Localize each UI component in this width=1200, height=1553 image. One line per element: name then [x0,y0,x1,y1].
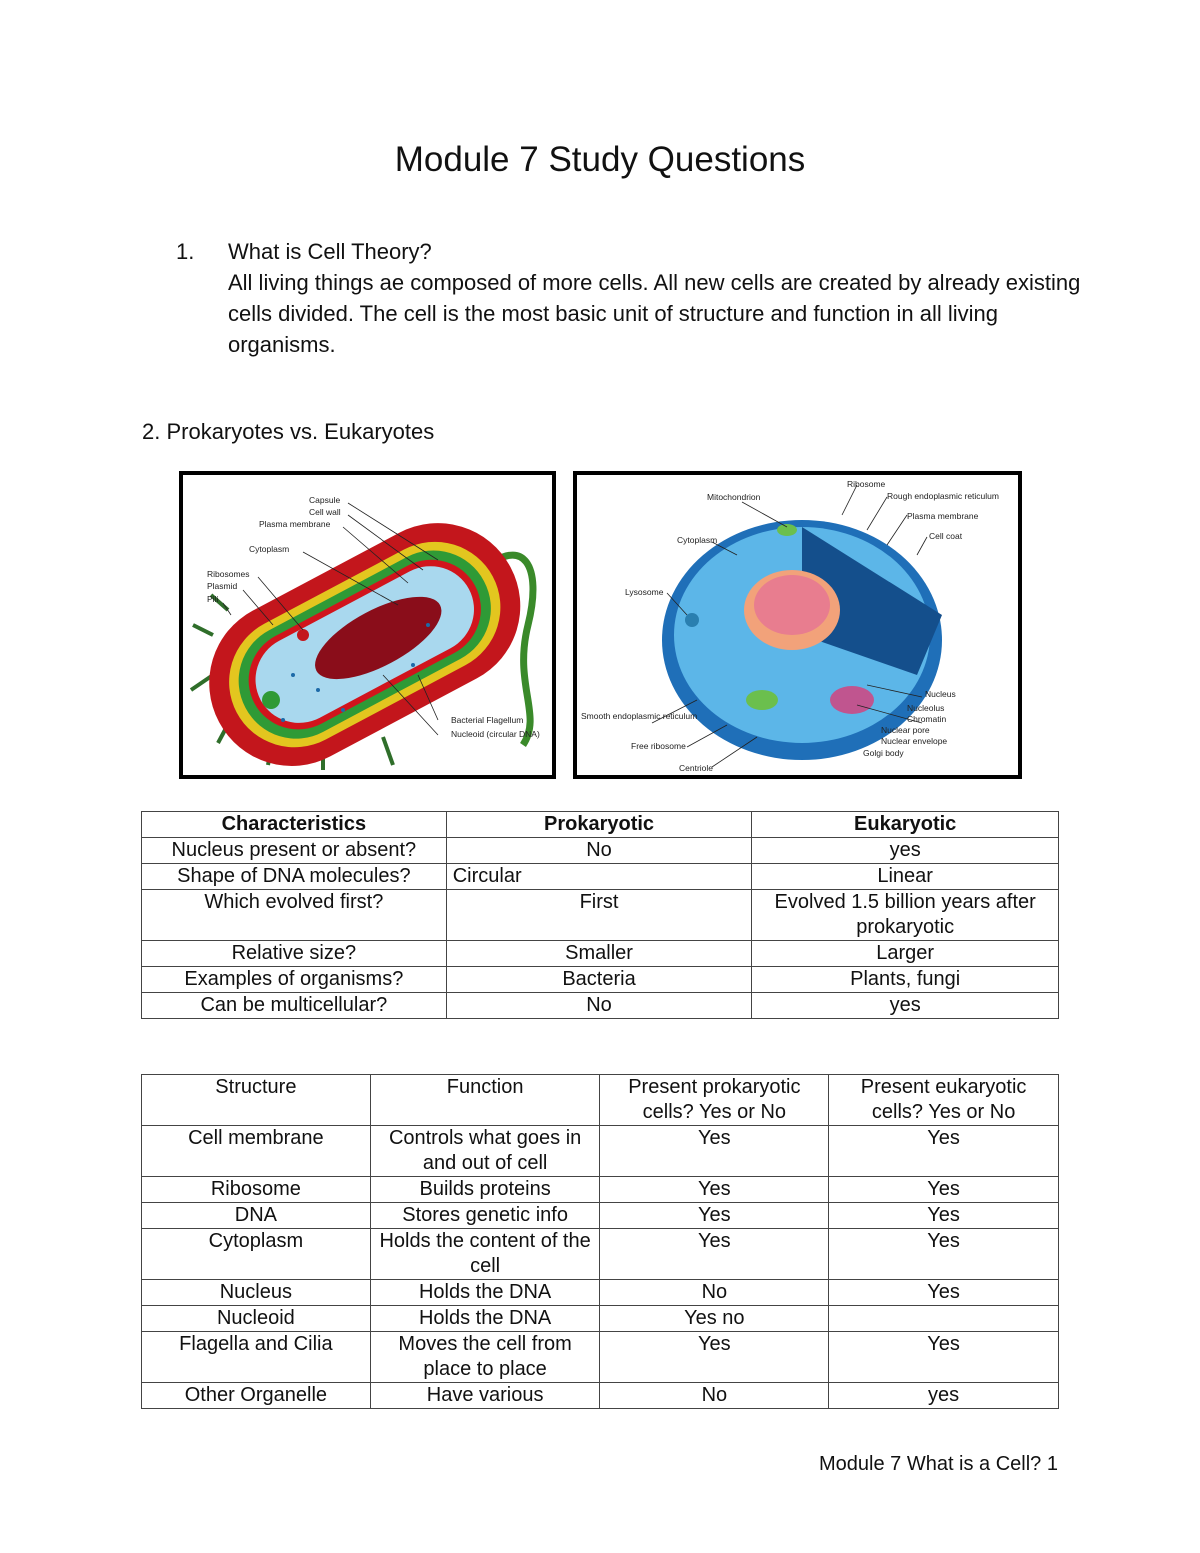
table-row [142,1383,1059,1409]
table-cell: Yes [829,1126,1059,1177]
prokaryote-label: Capsule [309,495,341,505]
prokaryote-label: Pili [207,594,219,604]
table-row [142,864,1059,890]
eukaryote-label: Ribosome [847,479,886,489]
table-cell: Larger [752,941,1059,967]
table-cell: Yes [829,1177,1059,1203]
eukaryote-label: Nucleolus [907,703,945,713]
eukaryote-label: Free ribosome [631,741,686,751]
table-cell: Holds the DNA [370,1306,600,1332]
table-header: Eukaryotic [752,812,1059,838]
prokaryote-label: Plasma membrane [259,519,331,529]
table-cell: Yes [600,1177,829,1203]
structure-table [141,1074,1059,1409]
table-cell: Smaller [446,941,752,967]
table-cell: First [446,890,752,941]
eukaryote-cell-figure [573,471,1022,779]
page-footer: Module 7 What is a Cell? 1 [818,1453,1058,1475]
table-cell: No [600,1280,829,1306]
table-cell [829,1306,1059,1332]
table-row [142,1126,1059,1177]
table-cell: Holds the DNA [370,1280,600,1306]
table-cell: Yes [829,1280,1059,1306]
eukaryote-label: Chromatin [907,714,947,724]
prokaryote-cell-illustration [183,475,552,775]
table-cell: Builds proteins [370,1177,600,1203]
table-row [142,1229,1059,1280]
table-cell: yes [752,993,1059,1019]
prokaryote-cell-figure [179,471,556,779]
table-row [142,890,1059,941]
table-cell: Yes [829,1332,1059,1383]
prokaryote-label: Nucleoid (circular DNA) [451,729,540,739]
question-1-text: What is Cell Theory? [228,239,432,264]
table-header: Characteristics [142,812,447,838]
table-cell: Controls what goes in and out of cell [370,1126,600,1177]
eukaryote-label: Nuclear envelope [881,736,948,746]
table-cell: Yes no [600,1306,829,1332]
prokaryote-label: Bacterial Flagellum [451,715,524,725]
table-row [142,967,1059,993]
eukaryote-label: Lysosome [625,587,664,597]
table-cell: Nucleoid [142,1306,371,1332]
table-cell: Have various [370,1383,600,1409]
question-1-answer: All living things ae composed of more cells. All new cells are created by already existing cells divided. The cell is the most basic unit of structure and function in all living organisms. [228,270,1081,357]
eukaryote-cell-illustration [577,475,1018,775]
table-header-row [142,812,1059,838]
eukaryote-label: Nuclear pore [881,725,930,735]
prokaryote-label: Cytoplasm [249,544,290,554]
eukaryote-label: Nucleus [925,689,956,699]
prokaryote-label: Plasmid [207,581,238,591]
page-title: Module 7 Study Questions [394,140,806,179]
table-cell: Can be multicellular? [142,993,447,1019]
table-row [142,1332,1059,1383]
table-cell: Yes [829,1229,1059,1280]
table-cell: No [600,1383,829,1409]
table-cell: Yes [829,1203,1059,1229]
table-cell: Nucleus [142,1280,371,1306]
table-header: Present eukaryotic cells? Yes or No [829,1075,1059,1126]
table-row [142,838,1059,864]
table-header: Structure [142,1075,371,1126]
eukaryote-label: Golgi body [863,748,904,758]
table-cell: Cytoplasm [142,1229,371,1280]
table-cell: Yes [600,1332,829,1383]
table-header-row [142,1075,1059,1126]
table-cell: Which evolved first? [142,890,447,941]
table-header: Present prokaryotic cells? Yes or No [600,1075,829,1126]
table-cell: Plants, fungi [752,967,1059,993]
table-row [142,1306,1059,1332]
table-cell: Linear [752,864,1059,890]
eukaryote-label: Smooth endoplasmic reticulum [581,711,698,721]
table-header: Prokaryotic [446,812,752,838]
table-cell: Flagella and Cilia [142,1332,371,1383]
table-cell: Shape of DNA molecules? [142,864,447,890]
table-cell: Moves the cell from place to place [370,1332,600,1383]
eukaryote-label: Cytoplasm [677,535,718,545]
table-cell: Stores genetic info [370,1203,600,1229]
table-cell: Yes [600,1126,829,1177]
table-cell: Cell membrane [142,1126,371,1177]
eukaryote-label: Cell coat [929,531,963,541]
table-cell: DNA [142,1203,371,1229]
table-cell: Holds the content of the cell [370,1229,600,1280]
eukaryote-label: Centriole [679,763,714,773]
table-cell: Ribosome [142,1177,371,1203]
table-row [142,993,1059,1019]
table-cell: No [446,993,752,1019]
prokaryote-label: Ribosomes [207,569,250,579]
eukaryote-label: Plasma membrane [907,511,979,521]
comparison-table [141,811,1059,1019]
prokaryote-label: Cell wall [309,507,341,517]
table-cell: Relative size? [142,941,447,967]
eukaryote-label: Mitochondrion [707,492,761,502]
table-row [142,1177,1059,1203]
table-cell: No [446,838,752,864]
table-cell: Examples of organisms? [142,967,447,993]
table-cell: Other Organelle [142,1383,371,1409]
table-header: Function [370,1075,600,1126]
eukaryote-label: Rough endoplasmic reticulum [887,491,999,501]
table-row [142,941,1059,967]
question-2-heading: 2. Prokaryotes vs. Eukaryotes [142,419,435,444]
question-1-number: 1. [176,239,195,264]
table-cell: Bacteria [446,967,752,993]
table-row [142,1203,1059,1229]
table-cell: Evolved 1.5 billion years after prokaryotic [752,890,1059,941]
table-cell: yes [829,1383,1059,1409]
table-cell: Circular [446,864,752,890]
table-cell: Yes [600,1229,829,1280]
table-row [142,1280,1059,1306]
table-cell: Yes [600,1203,829,1229]
table-cell: Nucleus present or absent? [142,838,447,864]
table-cell: yes [752,838,1059,864]
